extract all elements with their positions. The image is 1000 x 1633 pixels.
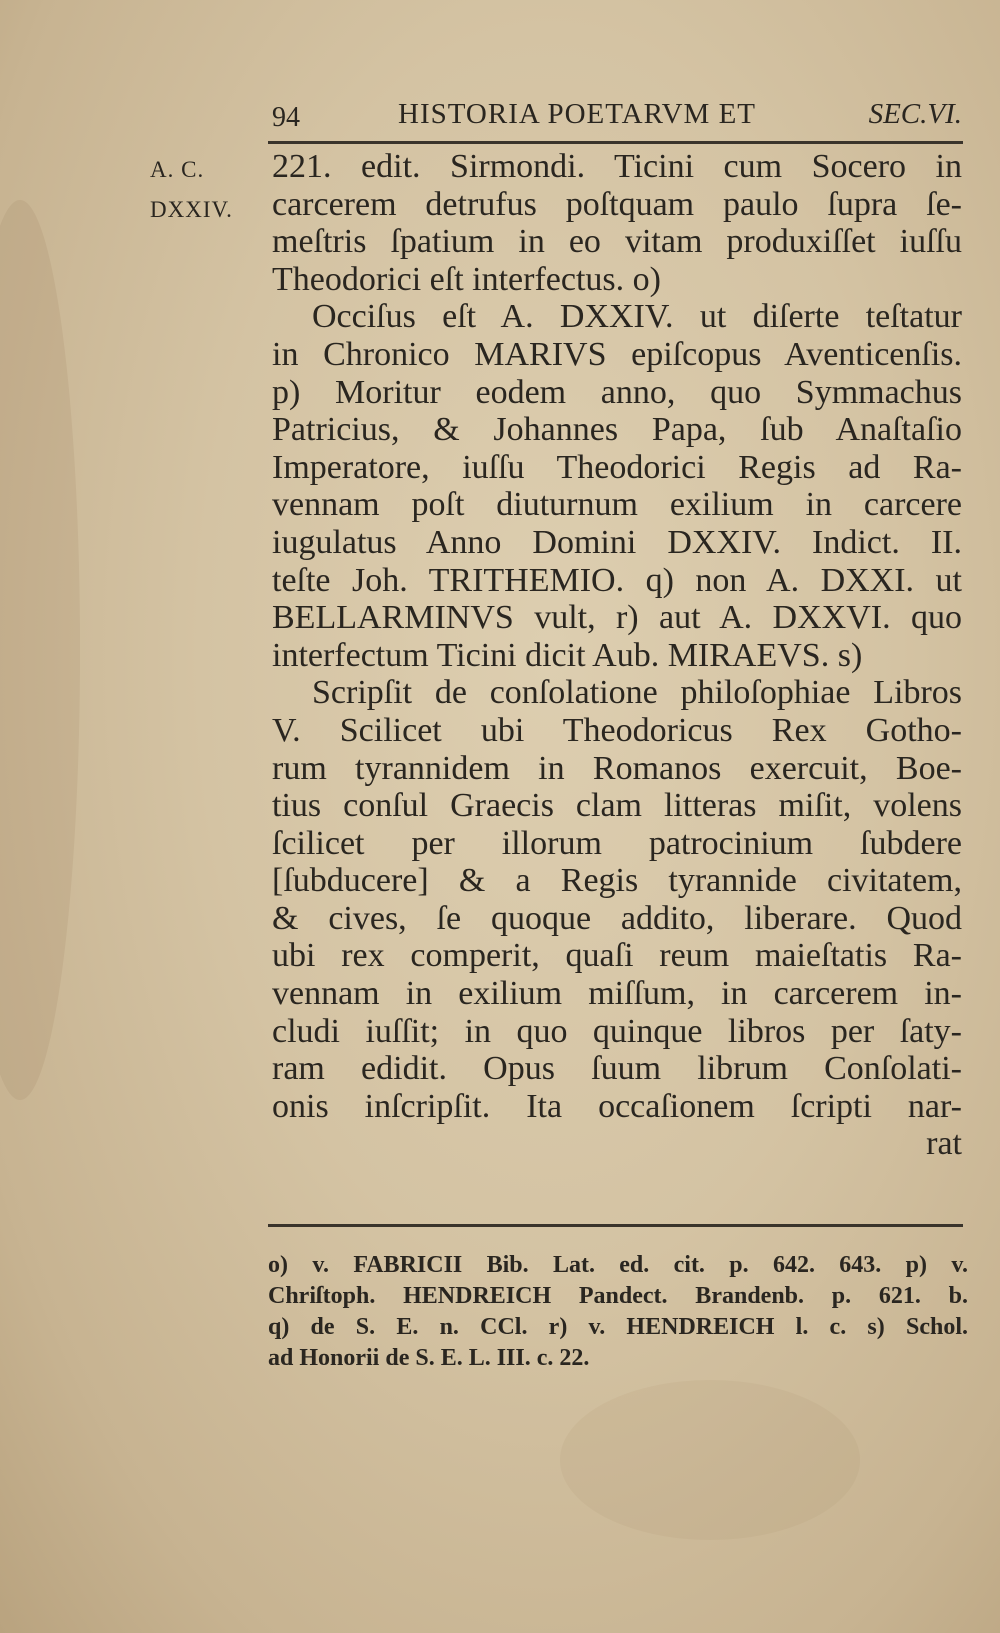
text-line: interfectum Ticini dicit Aub. MIRAEVS. s) — [272, 636, 863, 674]
text-line: vennam poſt diuturnum exilium in carcere — [272, 486, 962, 524]
footnote-rule — [268, 1224, 963, 1227]
header-rule — [268, 141, 963, 144]
page-stain — [0, 200, 80, 1100]
text-line: tius conſul Graecis clam litteras miſit, volens — [272, 787, 962, 825]
text-line: onis inſcripſit. Ita occaſionem ſcripti nar- — [272, 1087, 962, 1125]
text-line: V. Scilicet ubi Theodoricus Rex Gotho- — [272, 711, 962, 749]
text-line: ubi rex comperit, quaſi reum maieſtatis Ra- — [272, 937, 962, 975]
text-line: in Chronico MARIVS epiſcopus Aventicenſis. — [272, 335, 962, 373]
text-line: vennam in exilium miſſum, in carcerem in- — [272, 975, 962, 1013]
text-line: carcerem detrufus poſtquam paulo ſupra ſe- — [272, 185, 962, 223]
text-line: ram edidit. Opus ſuum librum Conſolati- — [272, 1050, 962, 1088]
section-label: SEC.VI. — [868, 98, 962, 130]
footnotes — [268, 1250, 968, 1374]
margin-note-line: A. C. — [150, 157, 205, 182]
text-line: Imperatore, iuſſu Theodorici Regis ad Ra- — [272, 448, 962, 486]
text-line: p) Moritur eodem anno, quo Symmachus — [272, 373, 962, 411]
footnote-line: Chriſtoph. HENDREICH Pandect. Brandenb. p. 621. b. — [268, 1283, 968, 1309]
text-line: Patricius, & Johannes Papa, ſub Anaſtaſio — [272, 411, 962, 449]
text-line: [ſubducere] & a Regis tyrannide civitatem, — [272, 862, 962, 900]
footnote-line: ad Honorii de S. E. L. III. c. 22. — [268, 1345, 590, 1371]
catchword: rat — [926, 1125, 962, 1163]
text-line: BELLARMINVS vult, r) aut A. DXXVI. quo — [272, 599, 962, 637]
text-line: Scripſit de conſolatione philoſophiae Libros — [312, 674, 962, 712]
text-line: meſtris ſpatium in eo vitam produxiſſet iuſſu — [272, 223, 962, 261]
page-header — [272, 98, 962, 138]
text-line: Occiſus eſt A. DXXIV. ut diſerte teſtatur — [312, 298, 962, 336]
body-text — [272, 148, 962, 1163]
page-stain — [560, 1380, 860, 1540]
text-line: 221. edit. Sirmondi. Ticini cum Socero in — [272, 148, 962, 185]
margin-note-line: DXXIV. — [150, 197, 233, 222]
text-line: rum tyrannidem in Romanos exercuit, Boe- — [272, 749, 962, 787]
text-line: teſte Joh. TRITHEMIO. q) non A. DXXI. ut — [272, 561, 962, 599]
page-number: 94 — [272, 102, 300, 133]
footnote-line: q) de S. E. n. CCl. r) v. HENDREICH l. c. s) Schol. — [268, 1314, 968, 1340]
margin-note — [150, 150, 265, 230]
text-line: ſcilicet per illorum patrocinium ſubdere — [272, 824, 962, 862]
footnote-line: o) v. FABRICII Bib. Lat. ed. cit. p. 642. 643. p) v. — [268, 1252, 968, 1278]
running-title: HISTORIA POETARVM ET — [398, 98, 757, 130]
text-line: cludi iuſſit; in quo quinque libros per ſaty- — [272, 1012, 962, 1050]
text-line: & cives, ſe quoque addito, liberare. Quod — [272, 899, 962, 937]
text-line: iugulatus Anno Domini DXXIV. Indict. II. — [272, 523, 962, 561]
text-line: Theodorici eſt interfectus. o) — [272, 260, 661, 298]
